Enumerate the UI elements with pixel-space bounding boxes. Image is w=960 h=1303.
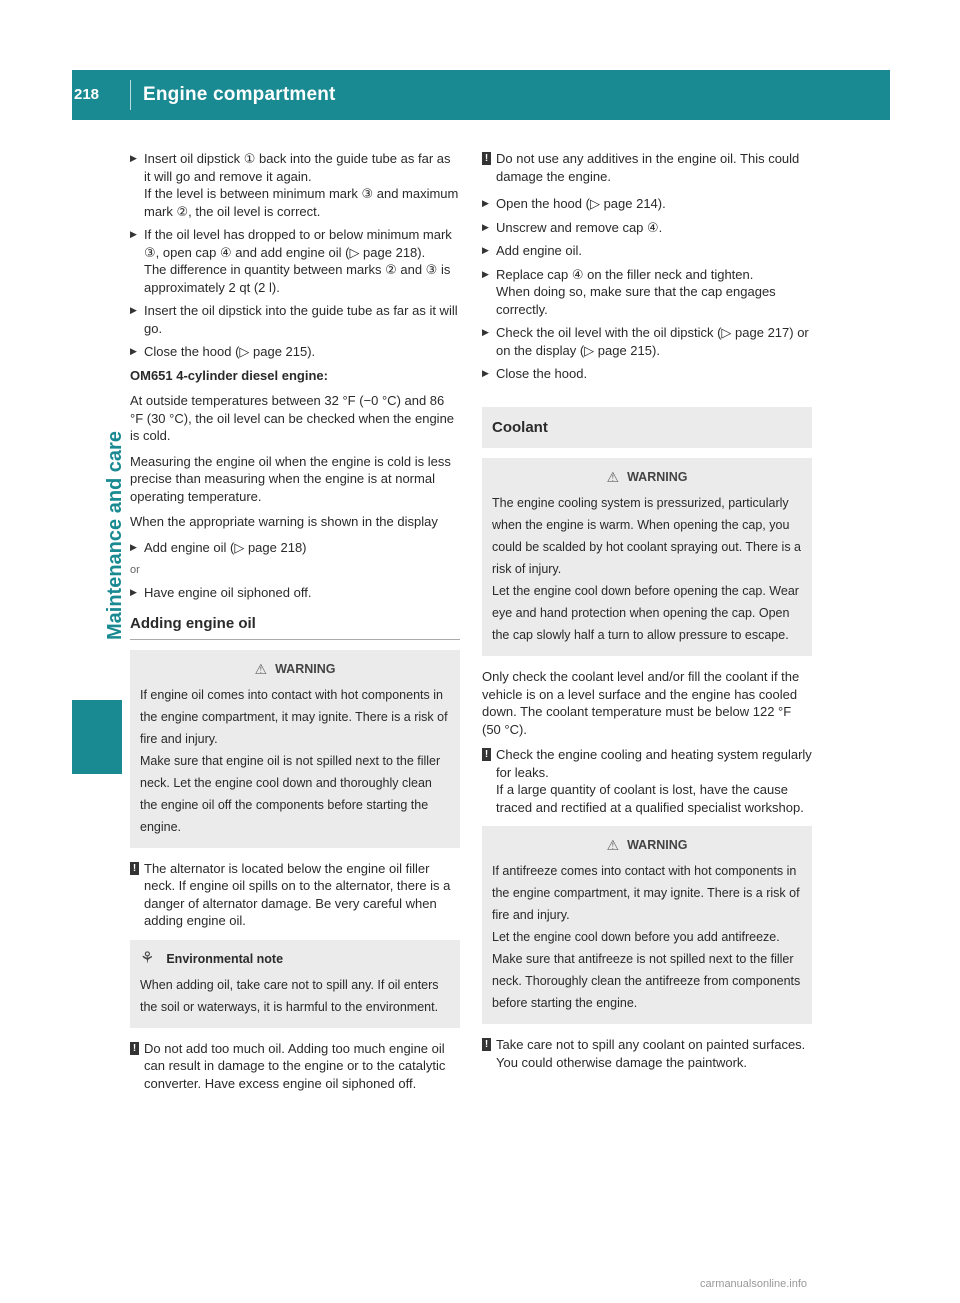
exclamation-icon: ! — [482, 152, 491, 165]
exclamation-icon: ! — [482, 1038, 491, 1051]
page-number: 218 — [72, 80, 131, 110]
step-item: ▶ Have engine oil siphoned off. — [130, 584, 460, 602]
side-tab-label: Maintenance and care — [104, 431, 126, 640]
step-item: ▶ Close the hood. — [482, 365, 812, 383]
side-tab-block — [72, 700, 122, 774]
right-column — [482, 150, 812, 1081]
step-item: ▶ If the oil level has dropped to or below minimum mark ③, open cap ④ and add engine oil (▷ page 218). The difference in quantity between marks ② and ③ is approximately 2 qt (2 l). — [130, 226, 460, 296]
step-item: ▶ Insert the oil dipstick into the guide tube as far as it will go. — [130, 302, 460, 337]
environmental-note-box: ⚘ Environmental note When adding oil, take care not to spill any. If oil enters the soil or waterways, it is harmful to the environment. — [130, 940, 460, 1028]
notice-item: ! Do not use any additives in the engine oil. This could damage the engine. — [482, 150, 812, 185]
paragraph: Only check the coolant level and/or fill the coolant if the vehicle is on a level surface and the engine has cooled down. The coolant temperature must be below 122 °F (50 °C). — [482, 669, 800, 737]
page-header — [72, 70, 890, 120]
step-item: ▶ Unscrew and remove cap ④. — [482, 219, 812, 237]
exclamation-icon: ! — [482, 748, 491, 761]
section-heading-adding-oil: Adding engine oil — [130, 615, 460, 640]
warning-box: ⚠ WARNING The engine cooling system is pressurized, particularly when the engine is warm. When opening the cap, you could be scalded by hot coolant spraying out. There is a risk of injury. Let the engine cool down before opening the cap. Wear eye and hand protection when opening the cap. Open the cap slowly half a turn to allow pressure to escape. — [482, 458, 812, 656]
warning-triangle-icon: ⚠ — [606, 469, 620, 485]
exclamation-icon: ! — [130, 1042, 139, 1055]
engine-subheading: OM651 4-cylinder diesel engine: — [130, 367, 328, 383]
notice-item: ! Do not add too much oil. Adding too much engine oil can result in damage to the engine or to the catalytic converter. Have excess engine oil siphoned off. — [130, 1040, 460, 1093]
warning-triangle-icon: ⚠ — [254, 660, 268, 677]
step-item: ▶ Add engine oil (▷ page 218) — [130, 539, 460, 557]
section-heading-coolant: Coolant — [482, 407, 812, 449]
step-item: ▶ Close the hood (▷ page 215). — [130, 343, 460, 361]
warning-box: ⚠ WARNING If antifreeze comes into contact with hot components in the engine compartment, it may ignite. There is a risk of fire and injury. Let the engine cool down before you add antifreeze. Make sure that antifreeze is not spilled next to the filler neck. Thoroughly clean the antifreeze from components before starting the engine. — [482, 826, 812, 1024]
warning-box: ⚠ WARNING If engine oil comes into contact with hot components in the engine compartment, it may ignite. There is a risk of fire and injury. Make sure that engine oil is not spilled next to the filler neck. Let the engine cool down and thoroughly clean the engine oil off the components before starting the engine. — [130, 650, 460, 848]
step-item: ▶ Add engine oil. — [482, 242, 812, 260]
or-text: or — [130, 564, 140, 576]
exclamation-icon: ! — [130, 862, 139, 875]
paragraph: When the appropriate warning is shown in the display — [130, 514, 438, 529]
paragraph: At outside temperatures between 32 °F (−0 °C) and 86 °F (30 °C), the oil level can be checked when the engine is cold. — [130, 393, 455, 443]
page-title: Engine compartment — [143, 84, 336, 105]
paragraph: Measuring the engine oil when the engine is cold is less precise than measuring when the engine is at normal operating temperature. — [130, 453, 451, 504]
notice-item: ! Take care not to spill any coolant on painted surfaces. You could otherwise damage the paintwork. — [482, 1036, 812, 1071]
step-item: ▶ Insert oil dipstick ① back into the guide tube as far as it will go and remove it again. If the level is between minimum mark ③ and maximum mark ②, the oil level is correct. — [130, 150, 460, 220]
notice-item: ! The alternator is located below the engine oil filler neck. If engine oil spills on to the alternator, there is a danger of alternator damage. Be very careful when adding engine oil. — [130, 860, 460, 930]
watermark: carmanualsonline.info — [700, 1278, 808, 1290]
step-item: ▶ Open the hood (▷ page 214). — [482, 195, 812, 213]
leaf-icon: ⚘ — [140, 949, 155, 967]
notice-item: ! Check the engine cooling and heating system regularly for leaks. If a large quantity of coolant is lost, have the cause traced and rectified at a qualified specialist workshop. — [482, 746, 812, 816]
step-item: ▶ Check the oil level with the oil dipstick (▷ page 217) or on the display (▷ page 215). — [482, 324, 812, 359]
warning-triangle-icon: ⚠ — [606, 837, 620, 853]
step-item: ▶ Replace cap ④ on the filler neck and tighten. When doing so, make sure that the cap engages correctly. — [482, 266, 812, 319]
left-column — [130, 150, 460, 1102]
